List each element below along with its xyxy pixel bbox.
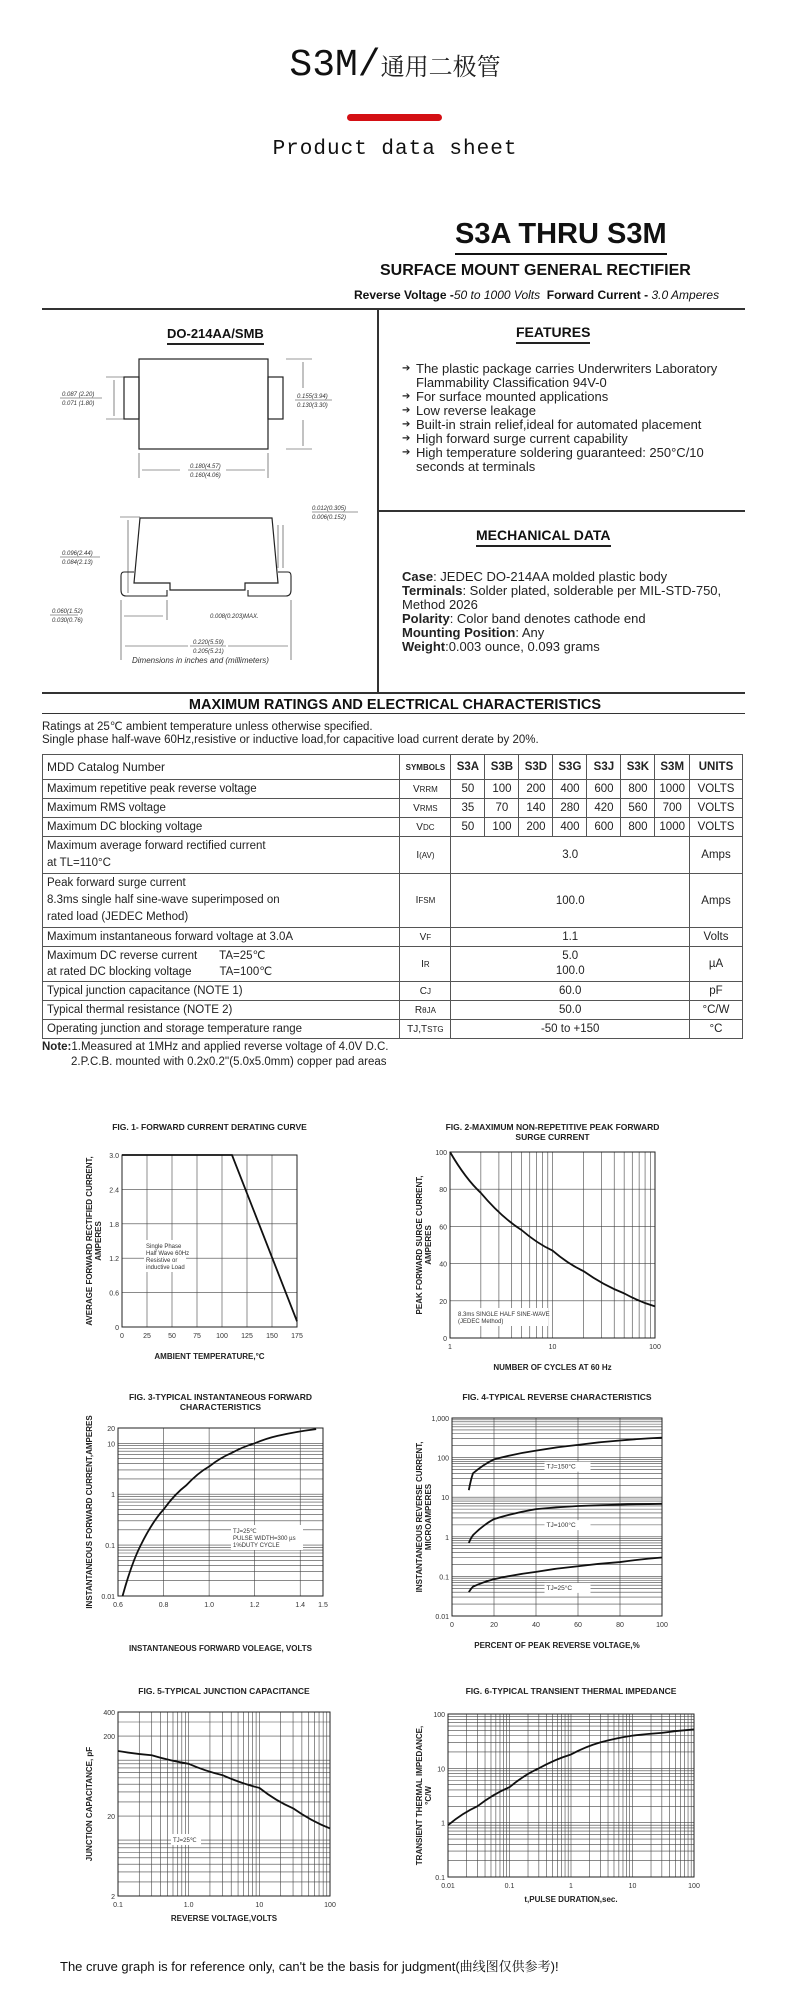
divider-features [377, 510, 745, 512]
svg-text:1%DUTY CYCLE: 1%DUTY CYCLE [233, 1543, 280, 1549]
table-row: Peak forward surge current 8.3ms single half sine-wave superimposed on rated load (JEDEC Method) IFSM 100.0 Amps [43, 874, 743, 928]
svg-text:1: 1 [569, 1883, 573, 1890]
table-row: Operating junction and storage temperature range TJ,TSTG -50 to +150 °C [43, 1020, 743, 1039]
svg-text:10: 10 [107, 1441, 115, 1449]
svg-text:0.1: 0.1 [105, 1543, 115, 1551]
svg-text:8.3ms SINGLE HALF SINE-WAVE: 8.3ms SINGLE HALF SINE-WAVE [458, 1312, 550, 1318]
feature-item: ➔ For surface mounted applications [402, 390, 742, 404]
svg-text:1.4: 1.4 [295, 1602, 306, 1609]
svg-text:10: 10 [628, 1883, 637, 1890]
svg-text:FIG. 5-TYPICAL JUNCTION CAPACI: FIG. 5-TYPICAL JUNCTION CAPACITANCE [138, 1686, 310, 1696]
product-description: SURFACE MOUNT GENERAL RECTIFIER [380, 262, 691, 279]
svg-text:1.8: 1.8 [109, 1221, 119, 1229]
package-caption: Dimensions in inches and (millimeters) [132, 656, 269, 665]
svg-text:0.087 (2.20): 0.087 (2.20) [62, 392, 95, 398]
svg-text:AVERAGE FORWARD RECTIFIED CURR: AVERAGE FORWARD RECTIFIED CURRENT,AMPERES [85, 1156, 103, 1326]
svg-text:0.060(1.52): 0.060(1.52) [52, 609, 83, 615]
reverse-voltage-label: Reverse Voltage - [354, 288, 454, 302]
svg-text:400: 400 [103, 1710, 115, 1717]
table-header-row: MDD Catalog Number SYMBOLS S3A S3B S3D S3G S3J S3K S3M UNITS [43, 755, 743, 780]
chart-fig6-thermal [412, 1682, 712, 1947]
svg-text:Half Wave 60Hz: Half Wave 60Hz [146, 1251, 190, 1257]
forward-current-label: Forward Current - [546, 288, 649, 302]
svg-text:1.5: 1.5 [318, 1602, 328, 1609]
title-main: S3M/ [289, 44, 381, 87]
table-row: Typical junction capacitance (NOTE 1) CJ 60.0 pF [43, 982, 743, 1001]
svg-text:INSTANTANEOUS FORWARD CURRENT,: INSTANTANEOUS FORWARD CURRENT,AMPERES [85, 1415, 94, 1609]
svg-text:REVERSE VOLTAGE,VOLTS: REVERSE VOLTAGE,VOLTS [170, 1914, 278, 1923]
svg-text:0: 0 [120, 1333, 124, 1340]
svg-text:0.1: 0.1 [439, 1574, 449, 1582]
svg-text:0.205(5.21): 0.205(5.21) [193, 649, 224, 655]
mechanical-list [402, 570, 747, 654]
svg-text:1.0: 1.0 [183, 1902, 194, 1909]
svg-text:40: 40 [532, 1622, 540, 1629]
svg-text:175: 175 [291, 1333, 303, 1340]
svg-text:1,000: 1,000 [431, 1416, 449, 1423]
svg-text:20: 20 [107, 1814, 115, 1822]
feature-item: ➔ High forward surge current capability [402, 432, 742, 446]
mech-case: Case: JEDEC DO-214AA molded plastic body [402, 569, 668, 584]
table-row: Maximum average forward rectified current at TL=110°C I(AV) 3.0 Amps [43, 837, 743, 874]
chart-fig3-forward [82, 1388, 372, 1653]
svg-text:0.1: 0.1 [504, 1883, 515, 1890]
page-title [0, 44, 790, 87]
ratings-table [42, 754, 743, 1039]
svg-text:Single Phase: Single Phase [146, 1244, 182, 1250]
ratings-conditions: Ratings at 25℃ ambient temperature unless otherwise specified. Single phase half-wave 60Hz,resistive or inductive load,for capacitive load current derate by 20%. [42, 721, 539, 746]
svg-text:NUMBER OF CYCLES AT 60 Hz: NUMBER OF CYCLES AT 60 Hz [493, 1363, 612, 1372]
svg-text:0.160(4.06): 0.160(4.06) [190, 473, 221, 479]
svg-text:1: 1 [445, 1534, 449, 1542]
svg-text:60: 60 [574, 1622, 582, 1629]
mech-terminals: Terminals: Solder plated, solderable per MIL-STD-750, Method 2026 [402, 583, 722, 612]
svg-text:1: 1 [441, 1820, 445, 1828]
svg-text:PERCENT OF PEAK REVERSE VOLTAG: PERCENT OF PEAK REVERSE VOLTAGE,% [474, 1641, 640, 1650]
mech-weight: Weight:0.003 ounce, 0.093 grams [402, 639, 600, 654]
svg-text:t,PULSE DURATION,sec.: t,PULSE DURATION,sec. [524, 1895, 618, 1904]
svg-text:60: 60 [439, 1224, 447, 1232]
chart-fig4-reverse [412, 1388, 702, 1653]
svg-text:PULSE WIDTH=300 µs: PULSE WIDTH=300 µs [233, 1536, 296, 1542]
svg-text:TRANSIENT THERMAL IMPEDANCE,°C: TRANSIENT THERMAL IMPEDANCE,°C/W [415, 1725, 433, 1866]
svg-text:20: 20 [439, 1298, 447, 1306]
svg-text:10: 10 [441, 1495, 449, 1503]
svg-text:FIG. 6-TYPICAL TRANSIENT THERM: FIG. 6-TYPICAL TRANSIENT THERMAL IMPEDANCE [465, 1686, 677, 1696]
table-row: Typical thermal resistance (NOTE 2) RθJA 50.0 °C/W [43, 1001, 743, 1020]
svg-text:10: 10 [437, 1766, 445, 1774]
svg-text:100: 100 [656, 1622, 668, 1629]
table-row: Maximum DC blocking voltage VDC 50 100 200 400 600 800 1000 VOLTS [43, 818, 743, 837]
svg-text:0: 0 [115, 1325, 119, 1332]
svg-text:0.008(0.203)MAX.: 0.008(0.203)MAX. [210, 614, 259, 620]
svg-text:100: 100 [216, 1333, 228, 1340]
notes: Note:1.Measured at 1MHz and applied reverse voltage of 4.0V D.C. 2.P.C.B. mounted with 0.2x0.2''(5.0x5.0mm) copper pad areas [42, 1041, 389, 1068]
svg-text:FIG. 1- FORWARD CURRENT DERATI: FIG. 1- FORWARD CURRENT DERATING CURVE [112, 1122, 307, 1132]
svg-text:150: 150 [266, 1333, 278, 1340]
svg-text:50: 50 [168, 1333, 176, 1340]
svg-text:10: 10 [255, 1902, 264, 1909]
svg-text:1: 1 [448, 1344, 452, 1351]
title-cn: 通用二极管 [380, 56, 501, 83]
svg-text:125: 125 [241, 1333, 253, 1340]
svg-text:0.01: 0.01 [435, 1614, 449, 1621]
svg-text:100: 100 [688, 1883, 700, 1890]
svg-text:100: 100 [649, 1344, 661, 1351]
svg-text:0.1: 0.1 [113, 1902, 123, 1909]
svg-text:80: 80 [616, 1622, 624, 1629]
package-drawing [50, 350, 370, 680]
svg-text:0.1: 0.1 [435, 1875, 445, 1882]
chart-fig2-surge [412, 1118, 702, 1373]
svg-text:1.2: 1.2 [109, 1256, 119, 1264]
svg-text:0.006(0.152): 0.006(0.152) [312, 515, 347, 521]
svg-text:0.6: 0.6 [109, 1290, 119, 1298]
svg-text:1.0: 1.0 [204, 1602, 214, 1609]
svg-text:0.084(2.13): 0.084(2.13) [62, 560, 93, 566]
svg-text:100: 100 [433, 1712, 445, 1719]
features-list [402, 362, 742, 474]
chart-fig5-capacitance [82, 1682, 372, 1947]
svg-text:100: 100 [435, 1150, 447, 1157]
product-ratings [354, 288, 719, 302]
svg-text:TJ=150°C: TJ=150°C [546, 1463, 576, 1471]
svg-text:0: 0 [443, 1336, 447, 1343]
feature-item: ➔ The plastic package carries Underwriters Laboratory Flammability Classification 94V-0 [402, 362, 742, 390]
mech-mounting: Mounting Position: Any [402, 625, 545, 640]
svg-text:FIG. 2-MAXIMUM NON-REPETITIVE: FIG. 2-MAXIMUM NON-REPETITIVE PEAK FORWARD SURGE CURRENT [445, 1122, 660, 1142]
svg-text:1.2: 1.2 [249, 1602, 260, 1609]
mech-polarity: Polarity: Color band denotes cathode end [402, 611, 646, 626]
svg-text:100: 100 [324, 1902, 336, 1909]
chart-fig1-derating [82, 1118, 372, 1373]
svg-text:(JEDEC Method): (JEDEC Method) [458, 1319, 504, 1325]
feature-item: ➔ Low reverse leakage [402, 404, 742, 418]
svg-text:0.01: 0.01 [441, 1883, 455, 1890]
svg-text:TJ=100°C: TJ=100°C [546, 1522, 576, 1530]
svg-text:0.071 (1.80): 0.071 (1.80) [62, 401, 95, 407]
svg-text:2: 2 [111, 1894, 115, 1901]
svg-text:0.012(0.305): 0.012(0.305) [312, 506, 347, 512]
forward-current-value: 3.0 Amperes [651, 288, 720, 302]
table-row: Maximum instantaneous forward voltage at 3.0A VF 1.1 Volts [43, 928, 743, 947]
svg-text:2.4: 2.4 [109, 1187, 119, 1195]
svg-text:40: 40 [439, 1261, 447, 1269]
svg-text:20: 20 [490, 1622, 498, 1629]
svg-text:20: 20 [107, 1426, 115, 1433]
svg-text:TJ=25℃: TJ=25℃ [233, 1529, 257, 1535]
svg-text:Resistive or: Resistive or [146, 1258, 178, 1264]
svg-text:200: 200 [103, 1734, 115, 1742]
feature-item: ➔ High temperature soldering guaranteed: 250°C/10 seconds at terminals [402, 446, 742, 474]
svg-text:TJ=25°C: TJ=25°C [546, 1584, 573, 1592]
divider-vertical [377, 308, 379, 692]
svg-text:INSTANTANEOUS FORWARD VOLEAGE,: INSTANTANEOUS FORWARD VOLEAGE, VOLTS [129, 1644, 312, 1653]
accent-bar [347, 114, 442, 121]
svg-text:75: 75 [193, 1333, 201, 1340]
subtitle: Product data sheet [272, 138, 518, 161]
svg-text:80: 80 [439, 1187, 447, 1195]
svg-text:0.220(5.59): 0.220(5.59) [193, 640, 224, 646]
svg-text:0.180(4.57): 0.180(4.57) [190, 464, 221, 470]
svg-text:INSTANTANEOUS REVERSE CURRENT,: INSTANTANEOUS REVERSE CURRENT,MICROAMPERES [415, 1441, 433, 1593]
part-range: S3A THRU S3M [455, 218, 667, 255]
svg-text:0.030(0.76): 0.030(0.76) [52, 618, 83, 624]
svg-text:10: 10 [548, 1344, 557, 1351]
svg-text:JUNCTION CAPACITANCE, pF: JUNCTION CAPACITANCE, pF [85, 1746, 94, 1862]
divider-ratings-top [42, 692, 745, 694]
svg-text:0.01: 0.01 [101, 1594, 115, 1601]
reverse-voltage-value: 50 to 1000 Volts [453, 288, 541, 302]
mechanical-title: MECHANICAL DATA [476, 527, 611, 547]
svg-text:3.0: 3.0 [109, 1153, 119, 1160]
svg-text:0.155(3.94): 0.155(3.94) [297, 394, 328, 400]
features-title: FEATURES [516, 324, 590, 344]
svg-text:0: 0 [450, 1622, 454, 1629]
svg-text:0.8: 0.8 [158, 1602, 169, 1609]
svg-text:0.130(3.30): 0.130(3.30) [297, 403, 328, 409]
svg-text:FIG. 3-TYPICAL INSTANTANEOUS F: FIG. 3-TYPICAL INSTANTANEOUS FORWARD CHARACTERISTICS [128, 1392, 313, 1412]
footer-disclaimer: The cruve graph is for reference only, can't be the basis for judgment(曲线图仅供参考)! [60, 1959, 559, 1974]
ratings-title: MAXIMUM RATINGS AND ELECTRICAL CHARACTERISTICS [188, 697, 602, 713]
table-row: Maximum RMS voltage VRMS 35 70 140 280 420 560 700 VOLTS [43, 799, 743, 818]
svg-text:0.096(2.44): 0.096(2.44) [62, 551, 93, 557]
svg-text:TJ=25℃: TJ=25℃ [173, 1838, 197, 1844]
svg-text:1: 1 [111, 1492, 115, 1500]
divider-ratings-title [42, 713, 745, 714]
feature-item: ➔ Built-in strain relief,ideal for automated placement [402, 418, 742, 432]
svg-text:AMBIENT TEMPERATURE,°C: AMBIENT TEMPERATURE,°C [154, 1352, 265, 1361]
svg-text:0.6: 0.6 [113, 1602, 123, 1609]
package-title: DO-214AA/SMB [167, 326, 264, 345]
table-row: Maximum DC reverse current TA=25℃ at rated DC blocking voltage TA=100℃ IR 5.0 100.0 µA [43, 947, 743, 982]
svg-text:inductive Load: inductive Load [146, 1265, 185, 1271]
divider-top [42, 308, 745, 310]
svg-text:PEAK FORWARD SURGE CURRENT,AMP: PEAK FORWARD SURGE CURRENT,AMPERES [415, 1175, 433, 1315]
svg-text:FIG. 4-TYPICAL REVERSE CHARACT: FIG. 4-TYPICAL REVERSE CHARACTERISTICS [462, 1392, 652, 1402]
svg-text:100: 100 [437, 1455, 449, 1463]
svg-text:25: 25 [143, 1333, 151, 1340]
table-row: Maximum repetitive peak reverse voltage VRRM 50 100 200 400 600 800 1000 VOLTS [43, 780, 743, 799]
